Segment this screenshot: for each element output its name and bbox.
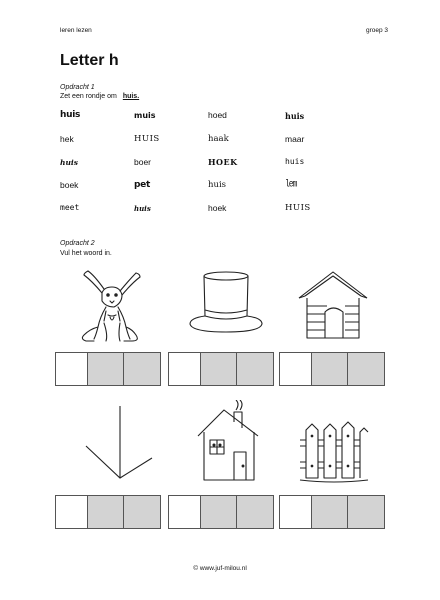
answer-boxes-fence[interactable] bbox=[279, 495, 385, 529]
task2-label: Opdracht 2 bbox=[60, 240, 95, 247]
word-item[interactable]: boek bbox=[60, 180, 79, 190]
word-item[interactable]: boer bbox=[134, 157, 152, 167]
word-item[interactable]: lem bbox=[285, 178, 297, 191]
word-item[interactable]: huis bbox=[285, 111, 305, 121]
word-item[interactable]: meet bbox=[60, 203, 80, 212]
letter-box[interactable] bbox=[56, 353, 88, 385]
answer-boxes-doghouse[interactable] bbox=[279, 352, 385, 386]
word-item[interactable]: huis bbox=[60, 110, 81, 120]
task2-instruction: Vul het woord in. bbox=[60, 250, 112, 257]
answer-boxes-hat[interactable] bbox=[168, 352, 274, 386]
word-item[interactable]: hek bbox=[60, 134, 74, 144]
answer-boxes-arrow[interactable] bbox=[55, 495, 161, 529]
word-item[interactable]: HOEK bbox=[208, 157, 238, 167]
word-item[interactable]: pet bbox=[134, 180, 150, 190]
letter-box[interactable] bbox=[348, 496, 384, 528]
letter-box[interactable] bbox=[88, 496, 124, 528]
word-item[interactable]: huis bbox=[285, 157, 305, 166]
word-item[interactable]: hoed bbox=[208, 110, 227, 120]
page-title: Letter h bbox=[60, 52, 119, 69]
letter-box[interactable] bbox=[312, 496, 348, 528]
letter-box[interactable] bbox=[56, 496, 88, 528]
house-picture bbox=[196, 400, 262, 482]
arrow-down-picture bbox=[80, 402, 160, 482]
header-subject: leren lezen bbox=[60, 27, 92, 34]
word-item[interactable]: hoek bbox=[208, 203, 227, 213]
footer-credit: © www.juf-milou.nl bbox=[193, 565, 247, 572]
task1-instruction bbox=[60, 93, 139, 100]
answer-boxes-house[interactable] bbox=[168, 495, 274, 529]
letter-box[interactable] bbox=[169, 496, 201, 528]
fence-picture bbox=[298, 418, 370, 484]
rabbit-picture bbox=[74, 265, 150, 347]
letter-box[interactable] bbox=[280, 353, 312, 385]
letter-box[interactable] bbox=[88, 353, 124, 385]
letter-box[interactable] bbox=[201, 496, 237, 528]
word-item[interactable]: HUIS bbox=[285, 203, 311, 213]
task1-instruction-text: Zet een rondje om bbox=[60, 93, 117, 100]
letter-box[interactable] bbox=[280, 496, 312, 528]
task1-label: Opdracht 1 bbox=[60, 84, 95, 91]
word-item[interactable]: huis bbox=[134, 204, 151, 213]
word-item[interactable]: huis bbox=[208, 180, 227, 190]
letter-box[interactable] bbox=[312, 353, 348, 385]
header-grade: groep 3 bbox=[365, 27, 388, 34]
word-item[interactable]: haak bbox=[208, 134, 229, 144]
word-item[interactable]: HUIS bbox=[134, 134, 160, 144]
top-hat-picture bbox=[186, 270, 266, 340]
word-item[interactable]: maar bbox=[285, 134, 305, 144]
letter-box[interactable] bbox=[124, 353, 160, 385]
task1-target-word: huis. bbox=[122, 93, 140, 100]
dog-house-picture bbox=[295, 268, 371, 342]
answer-boxes-rabbit[interactable] bbox=[55, 352, 161, 386]
letter-box[interactable] bbox=[237, 353, 273, 385]
word-item[interactable]: huis bbox=[60, 158, 78, 167]
letter-box[interactable] bbox=[124, 496, 160, 528]
letter-box[interactable] bbox=[348, 353, 384, 385]
letter-box[interactable] bbox=[169, 353, 201, 385]
word-item[interactable]: muis bbox=[134, 111, 156, 120]
letter-box[interactable] bbox=[201, 353, 237, 385]
letter-box[interactable] bbox=[237, 496, 273, 528]
